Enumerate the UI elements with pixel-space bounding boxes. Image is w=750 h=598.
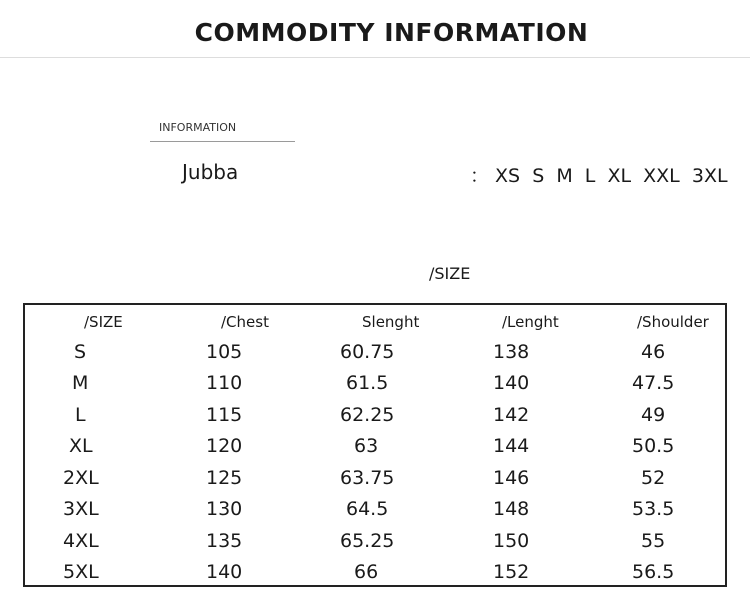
cell-shoulder: 53.5 [632,498,675,520]
cell-chest: 140 [206,561,243,583]
cell-lenght: 146 [493,467,530,489]
header-slenght: Slenght [362,313,420,331]
header-lenght: /Lenght [502,313,559,331]
cell-slenght: 66 [354,561,379,583]
cell-chest: 115 [206,404,243,426]
header-chest: /Chest [221,313,269,331]
cell-size: L [75,404,86,426]
cell-chest: 110 [206,372,243,394]
cell-lenght: 140 [493,372,530,394]
cell-slenght: 65.25 [340,530,395,552]
size-chart-heading: /SIZE [429,264,471,283]
information-label: INFORMATION [159,121,237,134]
cell-lenght: 144 [493,435,530,457]
cell-size: 4XL [63,530,99,552]
cell-size: 3XL [63,498,99,520]
header-shoulder: /Shoulder [637,313,709,331]
cell-size: 2XL [63,467,99,489]
cell-chest: 120 [206,435,243,457]
cell-size: S [74,341,87,363]
cell-lenght: 152 [493,561,530,583]
cell-lenght: 142 [493,404,530,426]
cell-shoulder: 50.5 [632,435,675,457]
title-divider [0,57,750,58]
cell-chest: 105 [206,341,243,363]
available-sizes: ： XS S M L XL XXL 3XL [470,165,728,187]
information-divider [150,141,295,142]
header-size: /SIZE [84,313,123,331]
cell-lenght: 138 [493,341,530,363]
cell-size: 5XL [63,561,99,583]
cell-shoulder: 49 [641,404,666,426]
cell-slenght: 63 [354,435,379,457]
cell-chest: 125 [206,467,243,489]
cell-slenght: 64.5 [346,498,389,520]
cell-lenght: 148 [493,498,530,520]
cell-shoulder: 56.5 [632,561,675,583]
cell-slenght: 61.5 [346,372,389,394]
cell-lenght: 150 [493,530,530,552]
cell-slenght: 63.75 [340,467,395,489]
cell-shoulder: 47.5 [632,372,675,394]
product-name: Jubba [182,160,239,184]
cell-shoulder: 52 [641,467,666,489]
cell-slenght: 60.75 [340,341,395,363]
page-title: COMMODITY INFORMATION [194,18,589,47]
cell-size: XL [69,435,93,457]
cell-size: M [72,372,89,394]
cell-shoulder: 55 [641,530,666,552]
cell-slenght: 62.25 [340,404,395,426]
cell-chest: 130 [206,498,243,520]
cell-chest: 135 [206,530,243,552]
cell-shoulder: 46 [641,341,666,363]
